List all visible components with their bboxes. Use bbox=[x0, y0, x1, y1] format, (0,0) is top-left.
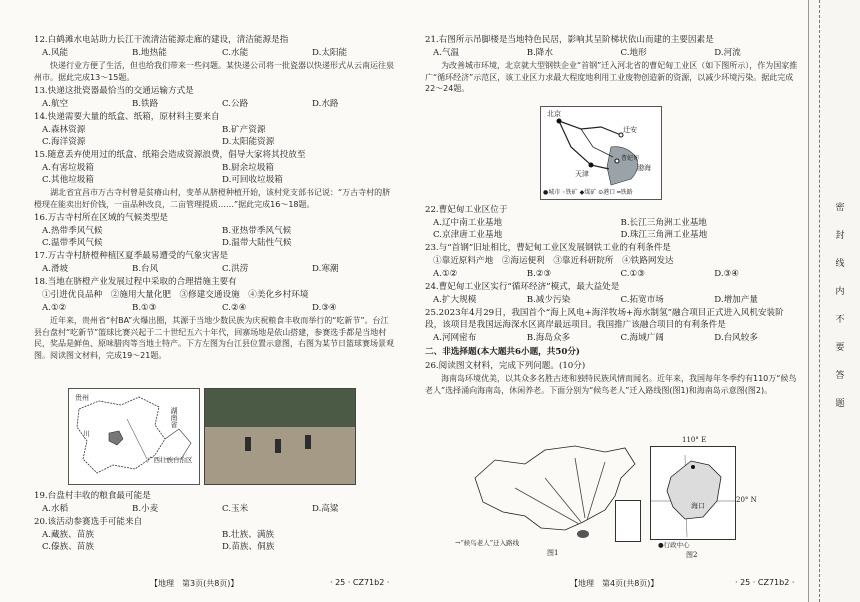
passage-19-21: 近年来，贵州省“村BA”火爆出圈，其源于当地少数民族为庆祝粮食丰收而举行的“吃新节”。台江县台盘村“吃新节”篮球比赛兴起于二十世纪五六十年代，回寨场地是依山搭建，参赛选手都是当地村民，奖品是鲜鱼、原味腊肉等当地土特产。下方左图为台江县位置示意图，右图为某节日篮球赛场景观图。阅读图文材料，完成19～21题。 bbox=[34, 316, 394, 360]
question-22: 22.曹妃甸工业区位于 bbox=[425, 205, 508, 215]
city-dot-beijing bbox=[557, 119, 562, 124]
option-b: B.长江三角洲工业基地 bbox=[620, 218, 707, 228]
option-b: B.①③ bbox=[132, 303, 157, 313]
option-b: B.台风 bbox=[132, 264, 159, 274]
figure-2-city-label: 海口 bbox=[691, 502, 705, 510]
option-d: D.温带大陆性气候 bbox=[222, 238, 292, 248]
question-17-options bbox=[34, 263, 394, 275]
figure-2-frame bbox=[650, 446, 736, 540]
option-d: D.珠江三角洲工业基地 bbox=[620, 230, 708, 240]
option-c: C.地形 bbox=[620, 48, 647, 58]
option-d: D.水路 bbox=[312, 99, 339, 109]
seal-char: 密 bbox=[835, 203, 845, 213]
option-a: A.气温 bbox=[433, 48, 460, 58]
option-d: D.台风较多 bbox=[714, 333, 758, 343]
map2-label-beijing: 北京 bbox=[547, 110, 561, 118]
figure-1-caption: 图1 bbox=[547, 549, 559, 557]
question-14-options bbox=[34, 124, 394, 148]
option-a: A.航空 bbox=[42, 99, 69, 109]
left-page-column bbox=[34, 34, 394, 363]
tree-background bbox=[205, 389, 355, 427]
option-b: B.减少污染 bbox=[526, 295, 571, 305]
option-d: D.增加产量 bbox=[714, 295, 758, 305]
seal-char: 封 bbox=[835, 231, 845, 241]
option-b: B.亚热带季风气候 bbox=[222, 226, 292, 236]
seal-char: 答 bbox=[835, 371, 845, 381]
figure-1-legend: →“候鸟老人”迁入路线 bbox=[455, 539, 520, 547]
section-heading-non-choice: 二、非选择题(本大题共6小题，共50分) bbox=[425, 347, 580, 357]
passage-26: 海南岛环境优美，以其众多名胜古迹和独特民族风情而闻名。近年来，我国每年冬季约有110万“候鸟老人”选择涌向海南岛，休闲养老。下面分别为“候鸟老人”迁入路线图(图1)和海南岛示意图(图2)。 bbox=[425, 374, 797, 395]
map-label-hunan: 湖南省 bbox=[170, 407, 178, 428]
option-c: C.①③ bbox=[620, 269, 645, 279]
option-a: A.滑坡 bbox=[42, 264, 69, 274]
option-c: C.其他垃圾箱 bbox=[42, 175, 94, 185]
option-b: B.铁路 bbox=[132, 99, 159, 109]
option-d: D.高粱 bbox=[312, 504, 339, 514]
question-23-options bbox=[425, 268, 800, 280]
question-18-options bbox=[34, 302, 394, 314]
figure-2-hainan-map bbox=[650, 436, 757, 559]
figure-2-legend: ●行政中心 bbox=[658, 541, 690, 549]
question-24-options bbox=[425, 294, 800, 306]
passage-16-18: 湖北省宜昌市万古寺村曾是贫瘠山村，变革从脐橙种植开始，该村党支部书记说：“万古寺村的脐橙现在能卖出好价钱，一亩品种改良，二亩管理提质……”据此完成16～18题。 bbox=[34, 188, 391, 209]
option-d: D.太阳能资源 bbox=[222, 137, 275, 147]
hainan-island-mark bbox=[577, 530, 589, 538]
question-20: 20.该活动参赛选手可能来自 bbox=[34, 517, 143, 527]
question-19: 19.台盘村丰收的粮食最可能是 bbox=[34, 491, 151, 501]
map2-label-tianjin: 天津 bbox=[575, 170, 589, 178]
left-lower-questions bbox=[34, 490, 394, 554]
option-d: D.③④ bbox=[312, 303, 337, 313]
question-23: 23.与“首钢”旧址相比，曹妃甸工业区发展钢铁工业的有利条件是 bbox=[425, 243, 671, 253]
figure-2-caption: 图2 bbox=[686, 551, 698, 559]
haikou-dot bbox=[691, 465, 695, 469]
option-d: D.河流 bbox=[714, 48, 741, 58]
question-12-options bbox=[34, 47, 394, 59]
question-21: 21.右图所示吊脚楼是当地特色民居，影响其呈阶梯状依山而建的主要因素是 bbox=[425, 35, 714, 45]
seal-char: 线 bbox=[835, 259, 845, 269]
footer-left-page: 【地理 第3页(共8页)】 bbox=[150, 579, 239, 588]
option-a: A.①② bbox=[433, 269, 458, 279]
option-d: D.寒潮 bbox=[312, 264, 339, 274]
option-b: B.②③ bbox=[526, 269, 552, 279]
question-15-options bbox=[34, 162, 394, 186]
option-c: C.洪涝 bbox=[222, 264, 249, 274]
question-20-options bbox=[34, 529, 394, 553]
map2-label-caofeidian: 曹妃甸 bbox=[621, 155, 640, 162]
option-c: C.海域广阔 bbox=[620, 333, 664, 343]
caofeidian-map-svg bbox=[541, 107, 661, 187]
question-21-options bbox=[425, 47, 800, 59]
footer-right-code: · 25 · CZ71b2 · bbox=[735, 578, 795, 587]
seal-notice-text bbox=[833, 200, 847, 424]
seal-char: 不 bbox=[835, 315, 845, 325]
question-24: 24.曹妃甸工业区实行“循环经济”模式，最大益处是 bbox=[425, 282, 620, 292]
option-c: C.温带季风气候 bbox=[42, 238, 103, 248]
figure-2-longitude-label: 110° E bbox=[682, 436, 707, 444]
option-b: B.壮族、满族 bbox=[222, 530, 275, 540]
seal-line-sidebar bbox=[808, 0, 860, 602]
option-b: B.小麦 bbox=[132, 504, 159, 514]
seal-char: 题 bbox=[835, 399, 845, 409]
footer-right-page: 【地理 第4页(共8页)】 bbox=[570, 579, 659, 588]
player-figure bbox=[245, 437, 251, 451]
option-c: C.水能 bbox=[222, 48, 249, 58]
railway-line bbox=[559, 121, 621, 135]
seal-dashed-line bbox=[819, 0, 820, 602]
passage-13-15: 快递行业方便了生活，但也给我们带来一些问题。某快递公司将一批瓷器以快递形式从云南运往泉州市。据此完成13～15题。 bbox=[34, 61, 394, 82]
port-dot bbox=[615, 159, 619, 163]
taijiang-county-shape bbox=[109, 431, 123, 445]
player-figure bbox=[305, 435, 311, 449]
option-b: B.海岛众多 bbox=[526, 333, 571, 343]
option-b: B.矿产资源 bbox=[222, 125, 266, 135]
railway-line bbox=[581, 129, 613, 157]
option-d: D.太阳能 bbox=[312, 48, 348, 58]
seal-char: 要 bbox=[835, 343, 845, 353]
option-a: A.风能 bbox=[42, 48, 69, 58]
passage-22-24: 为改善城市环境，北京就大型钢铁企业“首钢”迁入河北省的曹妃甸工业区（如下图所示），作为国家推广“循环经济”示范区，该工业区力求最大程度地利用工业废物创造新的资源，以减少环境污染。据此完成22～24题。 bbox=[425, 61, 798, 93]
migration-arrow bbox=[575, 458, 585, 518]
caofeidian-map bbox=[540, 106, 662, 200]
map-label-chuan: 川 bbox=[83, 430, 90, 438]
option-c: C.傣族、苗族 bbox=[42, 542, 94, 552]
figure-2-latitude-label: 20° N bbox=[736, 496, 757, 504]
map2-label-bohai: 渤海 bbox=[637, 164, 651, 172]
map-label-guangxi: 广西壮族自治区 bbox=[147, 456, 193, 464]
question-18: 18.当地在脐橙产业发展过程中采取的合理措施主要有 bbox=[34, 277, 237, 287]
option-c: C.拓宽市场 bbox=[620, 295, 664, 305]
hainan-svg bbox=[651, 447, 735, 539]
option-b: B.地热能 bbox=[132, 48, 167, 58]
option-a: A.森林资源 bbox=[42, 125, 86, 135]
question-25: 25.2023年4月29日，我国首个“海上风电+海洋牧场+海水制氢”融合项目正式进入风机安装阶段，该项目是我国远海深水区离岸最远项目。我国推广该融合项目的有利条件是 bbox=[425, 308, 784, 330]
question-26: 26.阅读图文材料，完成下列问题。(10分) bbox=[425, 361, 586, 371]
question-14: 14.快递需要大量的纸盒、纸箱，原材料主要来自 bbox=[34, 112, 220, 122]
option-c: C.玉米 bbox=[222, 504, 249, 514]
footer-left-code: · 25 · CZ71b2 · bbox=[330, 578, 390, 587]
option-b: B.厨余垃圾箱 bbox=[222, 163, 275, 173]
migration-arrow bbox=[515, 488, 579, 524]
question-19-options bbox=[34, 503, 394, 515]
map2-legend: ●城市 ◦铁矿 ◆煤矿 ⊙港口 ━铁路 bbox=[543, 189, 633, 196]
figure-1-migration-map bbox=[455, 438, 645, 558]
question-23-items: ①靠近原料产地 ②海运便利 ③靠近科研院所 ④铁路网发达 bbox=[433, 256, 674, 266]
option-a: A.有害垃圾箱 bbox=[42, 163, 94, 173]
question-18-items: ①引进优良品种 ②施用大量化肥 ③修建交通设施 ④美化乡村环境 bbox=[42, 290, 309, 300]
option-c: C.②④ bbox=[222, 303, 247, 313]
option-c: C.海洋资源 bbox=[42, 137, 86, 147]
question-16-options bbox=[34, 225, 394, 249]
right-page-column bbox=[425, 34, 800, 97]
option-a: A.热带季风气候 bbox=[42, 226, 103, 236]
question-12: 12.白鹤滩水电站助力长江干流清洁能源走廊的建设，清洁能源是指 bbox=[34, 35, 289, 45]
question-16: 16.万古寺村所在区域的气候类型是 bbox=[34, 213, 168, 223]
option-d: D.苗族、侗族 bbox=[222, 542, 275, 552]
pointer-line bbox=[127, 419, 147, 459]
taijiang-location-map bbox=[68, 388, 200, 485]
seal-char: 内 bbox=[835, 287, 845, 297]
right-middle-questions bbox=[425, 204, 800, 398]
basketball-game-photo bbox=[204, 388, 356, 485]
option-c: C.京津唐工业基地 bbox=[433, 230, 503, 240]
question-22-options bbox=[425, 217, 800, 241]
question-17: 17.万古寺村脐橙种植区夏季最易遭受的气象灾害是 bbox=[34, 251, 229, 261]
option-b: B.降水 bbox=[526, 48, 553, 58]
option-a: A.①② bbox=[42, 303, 67, 313]
option-a: A.水稻 bbox=[42, 504, 69, 514]
court-ground bbox=[205, 427, 355, 484]
question-13: 13.快递这批瓷器最恰当的交通运输方式是 bbox=[34, 86, 194, 96]
map2-label-qian: 迁安 bbox=[623, 126, 637, 134]
option-a: A.扩大规模 bbox=[433, 295, 477, 305]
option-d: D.③④ bbox=[714, 269, 739, 279]
option-c: C.公路 bbox=[222, 99, 249, 109]
question-13-options bbox=[34, 98, 394, 110]
south-china-sea-inset bbox=[615, 500, 641, 542]
option-a: A.藏族、苗族 bbox=[42, 530, 94, 540]
city-dot-tianjin bbox=[589, 163, 594, 168]
question-15: 15.随意丢弃使用过的纸盒、纸箱会造成资源浪费，倡导大家将其投放至 bbox=[34, 150, 306, 160]
map-label-guizhou: 贵州 bbox=[75, 394, 89, 402]
china-outline bbox=[475, 446, 635, 530]
question-25-options bbox=[425, 332, 800, 344]
option-a: A.河网密布 bbox=[433, 333, 477, 343]
option-d: D.可回收垃圾箱 bbox=[222, 175, 283, 185]
option-a: A.辽中南工业基地 bbox=[433, 218, 503, 228]
player-figure bbox=[275, 439, 281, 453]
